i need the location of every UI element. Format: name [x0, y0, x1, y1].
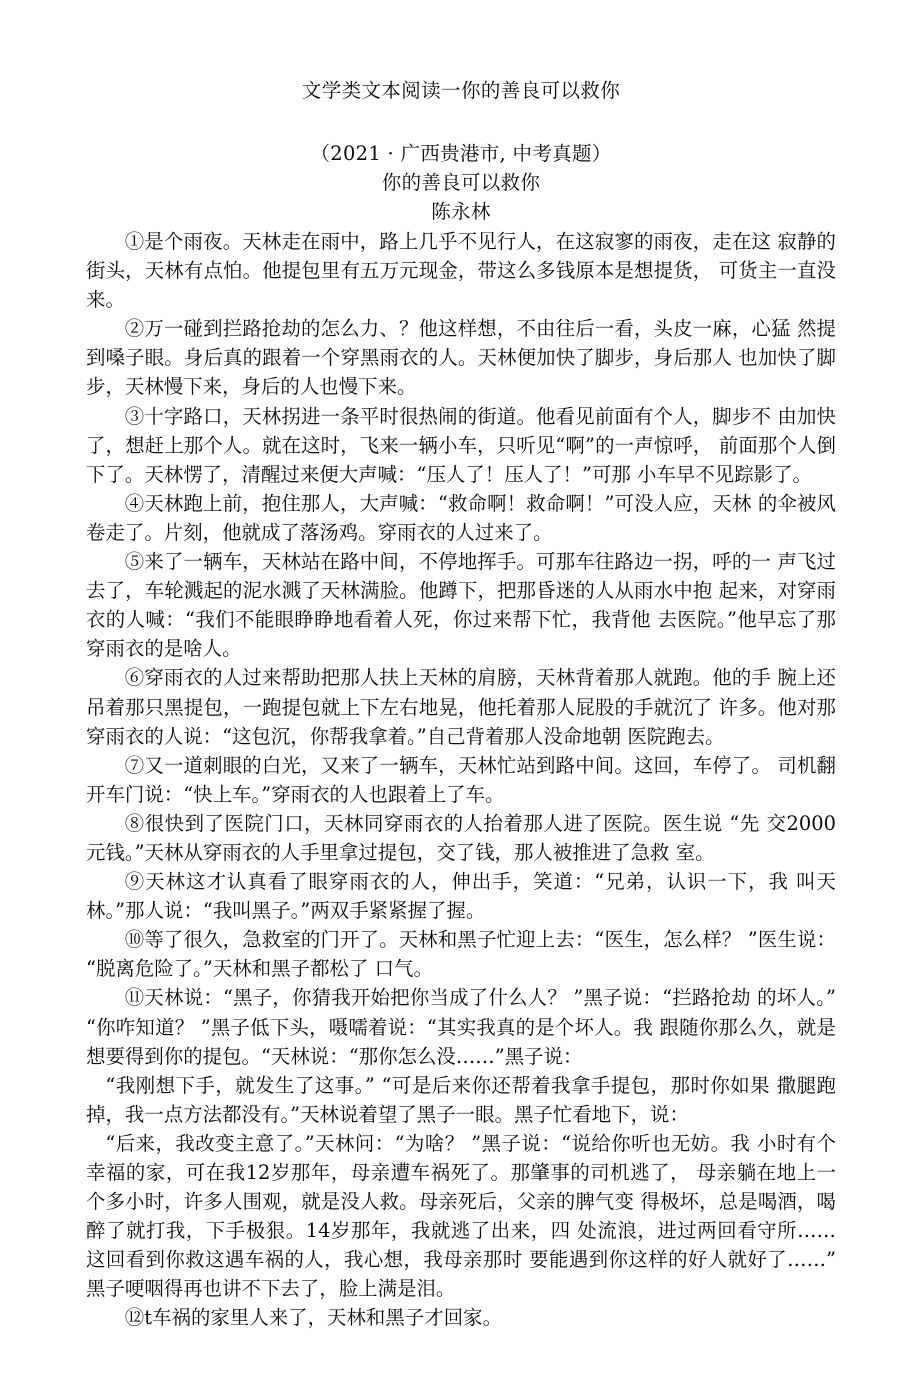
article-paragraph: ①是个雨夜。天林走在雨中，路上几乎不见行人，在这寂寥的雨夜，走在这 寂静的街头，天林有点怕。他提包里有五万元现金，带这么多钱原本是想提货， 可货主一直没来。 [86, 230, 836, 312]
article-paragraph: “后来，我改变主意了。”天林问：“为啥？ ”黑子说：“说给你听也无妨。我 小时有个幸福的家，可在我12岁那年，母亲遭车祸死了。那肇事的司机逃了， 母亲躺在地上一个多小时，许多人围观，就是没人救。母亲死后，父亲的脾气变 得极坏，总是喝酒，喝醉了就打我，下手极狠。14岁那年，我就逃了出来，四 处流浪，进过两回看守所……这回看到你救这遇车祸的人，我心想，我母亲那时 要能遇到你这样的好人就好了……”黑子哽咽得再也讲不下去了，脸上满是泪。 [86, 1131, 836, 1301]
article-paragraph: ⑦又一道刺眼的白光，又来了一辆车，天林忙站到路中间。这回，车停了。 司机翻开车门说：“快上车。”穿雨衣的人也跟着上了车。 [86, 753, 836, 806]
article-paragraph: ⑤来了一辆车，天林站在路中间，不停地挥手。可那车往路边一拐，呼的一 声飞过去了，车轮溅起的泥水溅了天林满脸。他蹲下，把那昏迷的人从雨水中抱 起来，对穿雨衣的人喊：“我们不能眼睁睁地看着人死，你过来帮下忙，我背他 去医院。”他早忘了那穿雨衣的是啥人。 [86, 550, 836, 661]
story-title: 你的善良可以救你 [381, 171, 541, 194]
article-paragraph: “我刚想下手，就发生了这事。” “可是后来你还帮着我拿手提包，那时你如果 撒腿跑掉，我一点方法都没有。”天林说着望了黑子一眼。黑子忙看地下，说： [86, 1073, 836, 1126]
article-paragraph: ⑪天林说：“黑子，你猜我开始把你当成了什么人？ ”黑子说：“拦路抢劫 的坏人。”“你咋知道？ ”黑子低下头，嗫嚅着说：“其实我真的是个坏人。我 跟随你那么久，就是想要得到你的提包。“天林说：“那你怎么没……”黑子说： [86, 986, 836, 1068]
article-paragraph: ⑥穿雨衣的人过来帮助把那人扶上天林的肩膀，天林背着那人就跑。他的手 腕上还吊着那只黑提包，一跑提包就上下左右地晃，他托着那人屁股的手就沉了 许多。他对那穿雨衣的人说：“这包沉，你帮我拿着。”自己背着那人没命地朝 医院跑去。 [86, 666, 836, 748]
article-paragraph: ③十字路口，天林拐进一条平时很热闹的街道。他看见前面有个人，脚步不 由加快了，想赶上那个人。就在这时，飞来一辆小车，只听见“啊”的一声惊呼， 前面那个人倒下了。天林愣了，清醒过来便大声喊：“压人了！压人了！”可那 小车早不见踪影了。 [86, 404, 836, 486]
title-spacer [86, 106, 836, 139]
document-content [86, 76, 836, 1333]
author-name: 陈永林 [431, 200, 491, 223]
article-body [86, 227, 836, 1333]
article-paragraph: ④天林跑上前，抱住那人，大声喊：“救命啊！救命啊！”可没人应，天林 的伞被风卷走了。片刻，他就成了落汤鸡。穿雨衣的人过来了。 [86, 491, 836, 544]
page-title: 文学类文本阅读一你的善良可以救你 [301, 79, 621, 102]
article-paragraph: ②万一碰到拦路抢劫的怎么力、？他这样想，不由往后一看，头皮一麻，心猛 然提到嗓子眼。身后真的跟着一个穿黑雨衣的人。天林便加快了脚步，身后那人 也加快了脚步，天林慢下来，身后的人也慢下来。 [86, 317, 836, 399]
exam-source-line: （2021 · 广西贵港市, 中考真题） [310, 142, 612, 165]
article-paragraph: ⑫t车祸的家里人来了，天林和黑子才回家。 [124, 1306, 503, 1330]
article-paragraph: ⑩等了很久，急救室的门开了。天林和黑子忙迎上去：“医生，怎么样？ ”医生说：“脱离危险了。”天林和黑子都松了 口气。 [86, 928, 836, 981]
article-paragraph: ⑧很快到了医院门口，天林同穿雨衣的人抬着那人进了医院。医生说 “先 交2000元钱。”天林从穿雨衣的人手里拿过提包，交了钱，那人被推进了急救 室。 [86, 811, 836, 864]
article-paragraph: ⑨天林这才认真看了眼穿雨衣的人，伸出手，笑道：“兄弟，认识一下，我 叫天林。”那人说：“我叫黑子。”两双手紧紧握了握。 [86, 870, 836, 923]
